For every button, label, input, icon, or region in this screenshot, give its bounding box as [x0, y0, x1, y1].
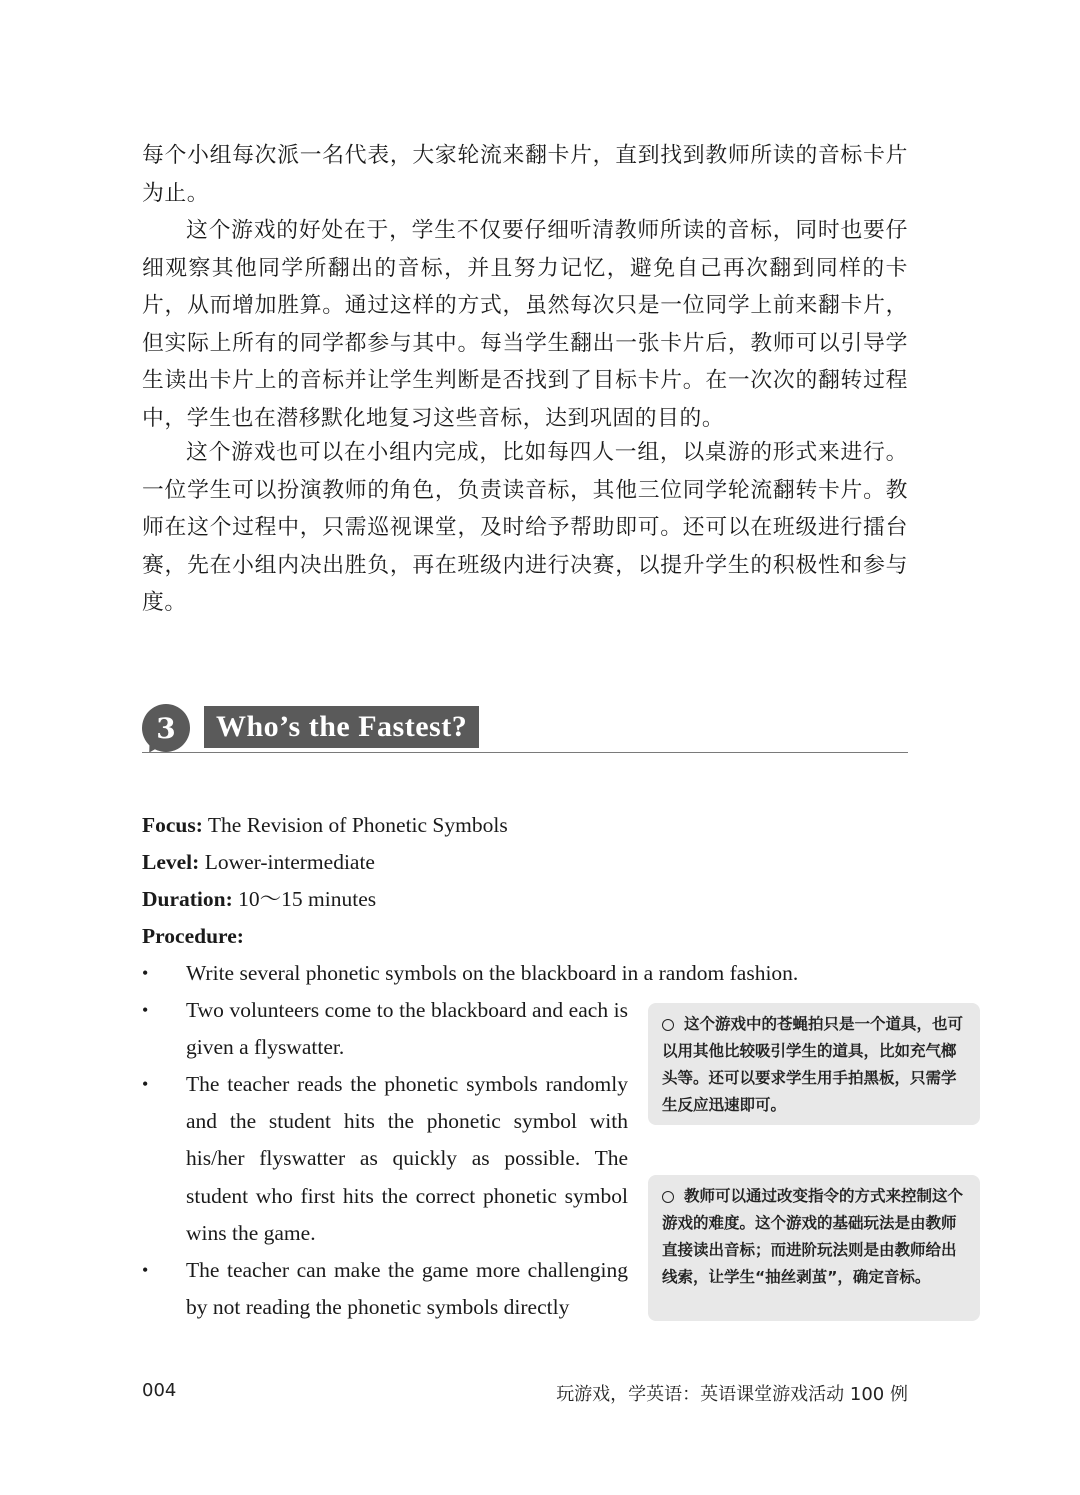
focus-value: The Revision of Phonetic Symbols [202, 813, 508, 837]
level-line [142, 844, 375, 881]
procedure-step-text: Write several phonetic symbols on the blackboard in a random fashion. [186, 961, 799, 985]
body-paragraph-3: 这个游戏也可以在小组内完成，比如每四人一组，以桌游的形式来进行。一位学生可以扮演教师的角色，负责读音标，其他三位同学轮流翻转卡片。教师在这个过程中，只需巡视课堂，及时给予帮助即可。还可以在班级进行擂台赛，先在小组内决出胜负，再在班级内进行决赛，以提升学生的积极性和参与度。 [142, 440, 908, 615]
section-number-badge: 3 [142, 704, 190, 752]
side-note [648, 1003, 980, 1125]
level-value: Lower-intermediate [199, 850, 375, 874]
circle-bullet-icon [662, 1019, 674, 1031]
section-heading [142, 704, 908, 756]
bullet-icon: • [142, 1260, 149, 1280]
circle-bullet-icon [662, 1191, 674, 1203]
bullet-icon: • [142, 1000, 149, 1020]
bullet-icon: • [142, 1074, 149, 1094]
section-divider [142, 752, 908, 753]
duration-label: Duration: [142, 887, 233, 911]
level-label: Level: [142, 850, 200, 874]
body-paragraph-1: 每个小组每次派一名代表，大家轮流来翻卡片，直到找到教师所读的音标卡片为止。 [142, 143, 908, 206]
duration-value: 10～15 minutes [232, 887, 377, 911]
section-title: Who’s the Fastest? [204, 706, 479, 748]
procedure-label: Procedure: [142, 924, 244, 948]
duration-line [142, 881, 376, 918]
focus-label: Focus: [142, 813, 203, 837]
side-note-text: 教师可以通过改变指令的方式来控制这个游戏的难度。这个游戏的基础玩法是由教师直接读出音标；而进阶玩法则是由教师给出线索，让学生“抽丝剥茧”，确定音标。 [662, 1187, 964, 1286]
focus-line [142, 807, 508, 844]
book-title: 玩游戏，学英语：英语课堂游戏活动 100 例 [556, 1384, 908, 1405]
procedure-step-text: Two volunteers come to the blackboard and each is given a flyswatter. [186, 998, 628, 1060]
procedure-step-text: The teacher can make the game more challenging by not reading the phonetic symbols directly [186, 1258, 628, 1320]
page-number: 004 [142, 1380, 177, 1401]
side-note [648, 1175, 980, 1321]
body-paragraph-2: 这个游戏的好处在于，学生不仅要仔细听清教师所读的音标，同时也要仔细观察其他同学所翻出的音标，并且努力记忆，避免自己再次翻到同样的卡片，从而增加胜算。通过这样的方式，虽然每次只是一位同学上前来翻卡片，但实际上所有的同学都参与其中。每当学生翻出一张卡片后，教师可以引导学生读出卡片上的音标并让学生判断是否找到了目标卡片。在一次次的翻转过程中，学生也在潜移默化地复习这些音标，达到巩固的目的。 [142, 218, 908, 431]
procedure-step-text: The teacher reads the phonetic symbols randomly and the student hits the phonetic symbol with his/her flyswatter as quickly as possible. The student who first hits the correct phonetic symbol wins the game. [186, 1072, 628, 1245]
bullet-icon: • [142, 963, 149, 983]
side-note-text: 这个游戏中的苍蝇拍只是一个道具，也可以用其他比较吸引学生的道具，比如充气榔头等。还可以要求学生用手拍黑板，只需学生反应迅速即可。 [662, 1015, 964, 1114]
